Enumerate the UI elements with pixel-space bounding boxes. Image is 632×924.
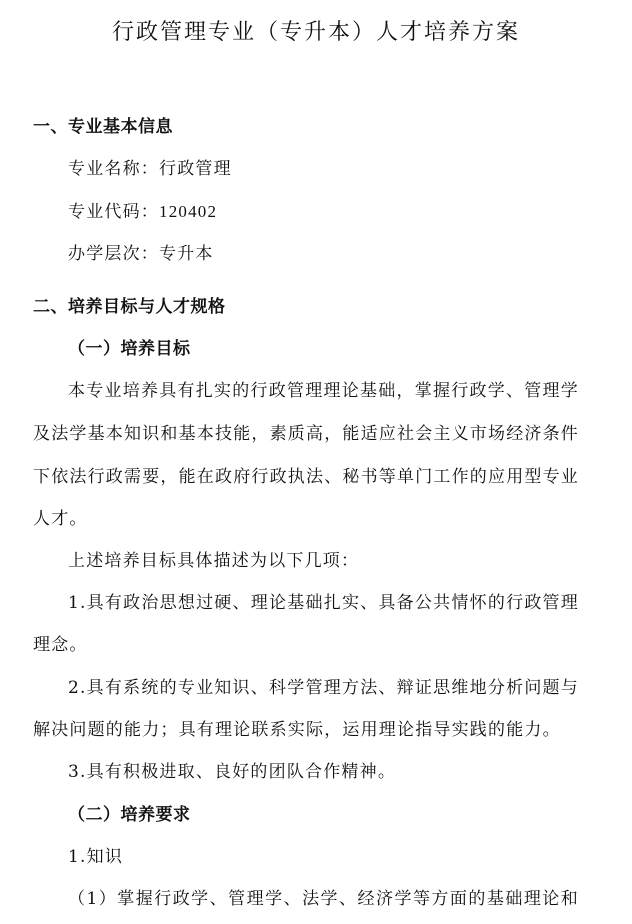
subsection-heading-goals: （一）培养目标 (68, 339, 191, 359)
paragraph-line: 下依法行政需要，能在政府行政执法、秘书等单门工作的应用型专业 (33, 467, 579, 487)
goal-item-2: 2.具有系统的专业知识、科学管理方法、辩证思维地分析问题与 (68, 678, 579, 698)
requirement-knowledge: 1.知识 (68, 847, 124, 867)
goal-item-1: 1.具有政治思想过硬、理论基础扎实、具备公共情怀的行政管理 (68, 593, 579, 613)
major-code-label: 专业代码： (68, 202, 159, 222)
goal-item-2-cont: 解决问题的能力；具有理论联系实际，运用理论指导实践的能力。 (33, 720, 561, 740)
paragraph-line: 本专业培养具有扎实的行政管理理论基础，掌握行政学、管理学 (68, 381, 579, 401)
section-heading-basic-info: 一、专业基本信息 (33, 117, 173, 137)
paragraph-line: 及法学基本知识和基本技能，素质高，能适应社会主义市场经济条件 (33, 424, 579, 444)
major-name: 专业名称：行政管理 (68, 159, 232, 179)
section-heading-objectives: 二、培养目标与人才规格 (33, 297, 226, 317)
goal-item-1-cont: 理念。 (33, 635, 88, 655)
goals-intro: 上述培养目标具体描述为以下几项： (68, 551, 360, 571)
document-title: 行政管理专业（专升本）人才培养方案 (111, 20, 520, 45)
requirement-knowledge-item-1: （1）掌握行政学、管理学、法学、经济学等方面的基础理论和 (68, 889, 579, 909)
subsection-heading-requirements: （二）培养要求 (68, 805, 191, 825)
major-code (68, 198, 217, 226)
paragraph-line: 人才。 (33, 509, 88, 529)
education-level: 办学层次：专升本 (68, 244, 214, 264)
major-code-value: 120402 (159, 202, 218, 221)
goal-item-3: 3.具有积极进取、良好的团队合作精神。 (68, 762, 397, 782)
